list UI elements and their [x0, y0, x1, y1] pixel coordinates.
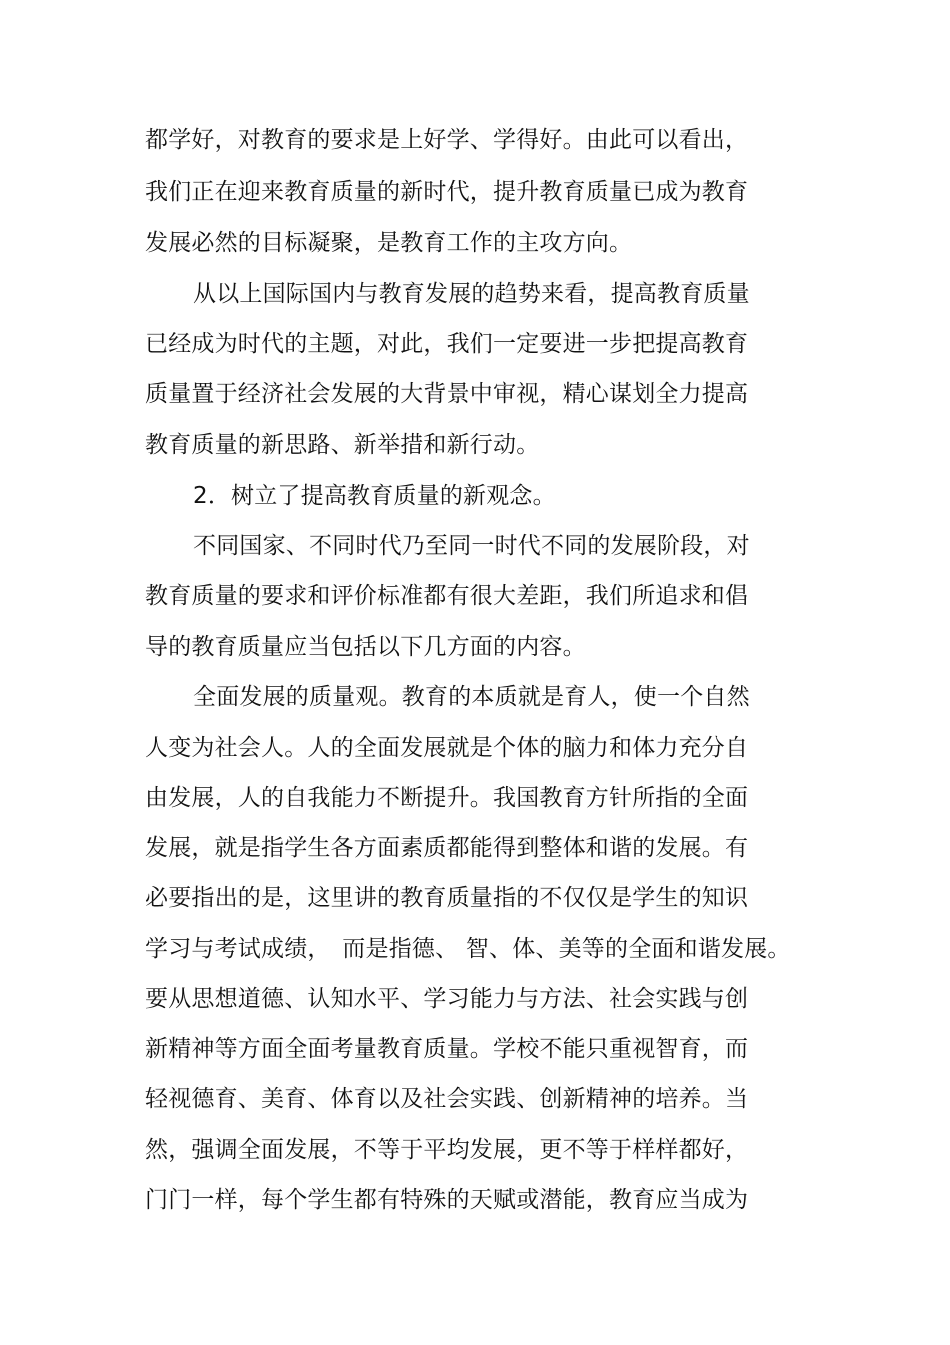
text-line: 导的教育质量应当包括以下几方面的内容。: [145, 634, 586, 660]
text-line: 由发展，人的自我能力不断提升。我国教育方针所指的全面: [145, 785, 749, 811]
text-line: 已经成为时代的主题，对此，我们一定要进一步把提高教育: [145, 331, 749, 357]
text-line: 要从思想道德、认知水平、学习能力与方法、社会实践与创: [145, 986, 749, 1012]
text-line: 门门一样，每个学生都有特殊的天赋或潜能，教育应当成为: [145, 1187, 749, 1213]
paragraph-first-line: 不同国家、不同时代乃至同一时代不同的发展阶段，对: [193, 533, 750, 559]
section-heading: 2．树立了提高教育质量的新观念。: [193, 483, 556, 509]
text-line: 质量置于经济社会发展的大背景中审视，精心谋划全力提高: [145, 381, 749, 407]
text-line: 人变为社会人。人的全面发展就是个体的脑力和体力充分自: [145, 735, 749, 761]
text-line: 必要指出的是，这里讲的教育质量指的不仅仅是学生的知识: [145, 885, 749, 911]
paragraph-first-line: 从以上国际国内与教育发展的趋势来看，提高教育质量: [193, 281, 750, 307]
text-line: 发展必然的目标凝聚，是教育工作的主攻方向。: [145, 230, 633, 256]
text-line: 教育质量的要求和评价标准都有很大差距，我们所追求和倡: [145, 583, 749, 609]
text-line: 都学好，对教育的要求是上好学、学得好。由此可以看出，: [145, 127, 749, 153]
paragraph-first-line: 全面发展的质量观。教育的本质就是育人，使一个自然: [193, 684, 750, 710]
text-line: 学习与考试成绩， 而是指德、 智、体、美等的全面和谐发展。: [145, 936, 791, 962]
text-line: 发展，就是指学生各方面素质都能得到整体和谐的发展。有: [145, 835, 749, 861]
text-line: 教育质量的新思路、新举措和新行动。: [145, 432, 540, 458]
text-line: 新精神等方面全面考量教育质量。学校不能只重视智育，而: [145, 1036, 749, 1062]
text-line: 我们正在迎来教育质量的新时代，提升教育质量已成为教育: [145, 179, 749, 205]
text-line: 轻视德育、美育、体育以及社会实践、创新精神的培养。当: [145, 1086, 749, 1112]
text-line: 然，强调全面发展，不等于平均发展，更不等于样样都好，: [145, 1137, 749, 1163]
